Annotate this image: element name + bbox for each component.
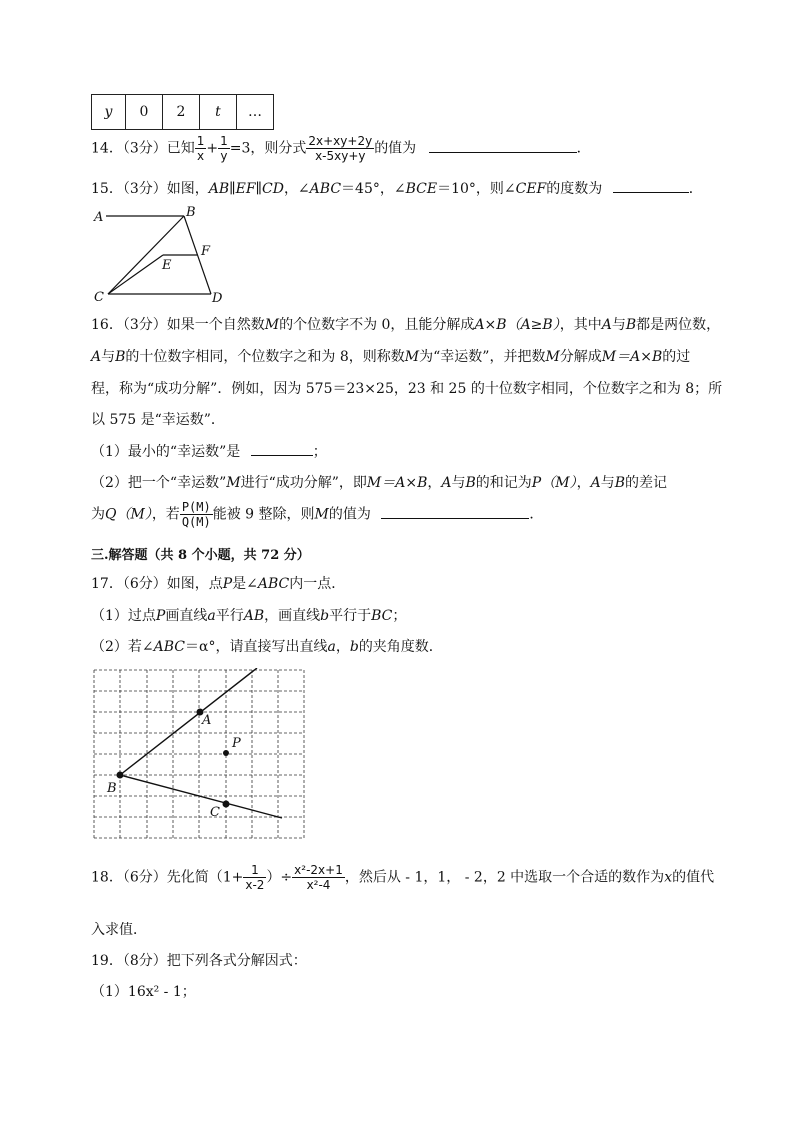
question-16-sub-2-cont: 为Q（M），若 $\frac{P(M)}{Q(M)}$ 能被 9 整除，则M的值为 ． [91, 500, 544, 529]
q15-figure [88, 202, 228, 306]
question-15: 15．（3分）如图，AB∥EF∥CD，∠ABC＝45°，∠BCE＝10°，则∠CEF的度数为 ． [91, 181, 703, 197]
table-cell: y [92, 95, 126, 130]
label-d: D [212, 291, 223, 306]
answer-blank[interactable] [613, 180, 689, 193]
label-p: P [232, 736, 241, 751]
question-16-line-4: 以 575 是“幸运数”． [91, 412, 225, 428]
label-c: C [210, 805, 220, 820]
question-19: 19．（8分）把下列各式分解因式： [91, 953, 307, 969]
question-14: 14．（3分）已知 $\frac{1}{x}$ + $\frac{1}{y}$ =3，则分式 $\frac{2x+xy+2y}{x-5xy+y}$ 的值为 ． [91, 134, 591, 163]
label-c: C [94, 290, 104, 305]
question-16-sub-1: （1）最小的“幸运数”是 ； [91, 444, 327, 460]
point-p [223, 750, 229, 756]
q18-fraction-2: $\frac{\text{x²-2x+1}}{\text{x²-4}}$ [294, 863, 343, 892]
label-e: E [162, 258, 172, 273]
question-16-line-1: 16．（3分）如果一个自然数M的个位数字不为 0，且能分解成A×B（A≥B），其中A与B都是两位数， [91, 317, 721, 333]
question-18: 18．（6分）先化简（1+ $\frac{1}{x-2}$ ）÷ $\frac{\text{x²-2x+1}}{\text{x²-4}}$ ，然后从 - 1，1， - 2，2 中选取一个合适的数作为x的值代 [91, 863, 715, 892]
q16-fraction: $\frac{P(M)}{Q(M)}$ [181, 500, 211, 529]
table-cell: t [200, 95, 237, 130]
q17-grid-figure [92, 668, 308, 840]
answer-blank[interactable] [429, 140, 577, 153]
point-c [223, 801, 230, 808]
value-table [91, 94, 274, 130]
ray-ba [120, 668, 257, 775]
table-cell: 0 [126, 95, 163, 130]
answer-blank[interactable] [251, 443, 313, 456]
label-b: B [107, 781, 117, 796]
question-16-sub-2: （2）把一个“幸运数”M进行“成功分解”，即M＝A×B，A与B的和记为P（M），A与B的差记 [91, 475, 667, 491]
question-17: 17．（6分）如图，点P是∠ABC内一点． [91, 576, 346, 592]
table-cell: 2 [163, 95, 200, 130]
question-17-sub-1: （1）过点P画直线a平行AB，画直线b平行于BC； [91, 608, 407, 624]
q14-prefix: 14．（3分）已知 [91, 140, 195, 157]
question-19-sub-1: （1）16x² - 1； [91, 984, 196, 1000]
ray-bc [120, 775, 282, 818]
point-b [117, 772, 124, 779]
label-f: F [201, 244, 211, 259]
q14-fraction-1: $\frac{1}{x}$ [196, 134, 205, 163]
line-ce [108, 255, 163, 294]
table-row [92, 95, 274, 130]
table-cell: … [237, 95, 274, 130]
q18-fraction-1: $\frac{1}{x-2}$ [245, 863, 265, 892]
question-17-sub-2: （2）若∠ABC＝α°，请直接写出直线a，b的夹角度数． [91, 639, 443, 655]
question-16-line-3: 程，称为“成功分解”．例如，因为 575＝23×25，23 和 25 的十位数字相同，个位数字之和为 8；所 [91, 381, 723, 397]
answer-blank[interactable] [381, 506, 529, 519]
q14-fraction-3: $\frac{2x+xy+2y}{x-5xy+y}$ [308, 134, 373, 163]
question-16-line-2: A与B的十位数字相同，个位数字之和为 8，则称数M为“幸运数”，并把数M分解成M＝A×B的过 [91, 349, 691, 365]
section-heading: 三.解答题（共 8 个小题，共 72 分） [91, 548, 310, 563]
dashed-grid [94, 670, 304, 838]
label-b: B [186, 205, 196, 220]
label-a: A [94, 210, 104, 225]
q14-fraction-2: $\frac{1}{y}$ [220, 134, 228, 163]
question-18-line-2: 入求值． [91, 922, 147, 938]
label-a: A [202, 713, 212, 728]
